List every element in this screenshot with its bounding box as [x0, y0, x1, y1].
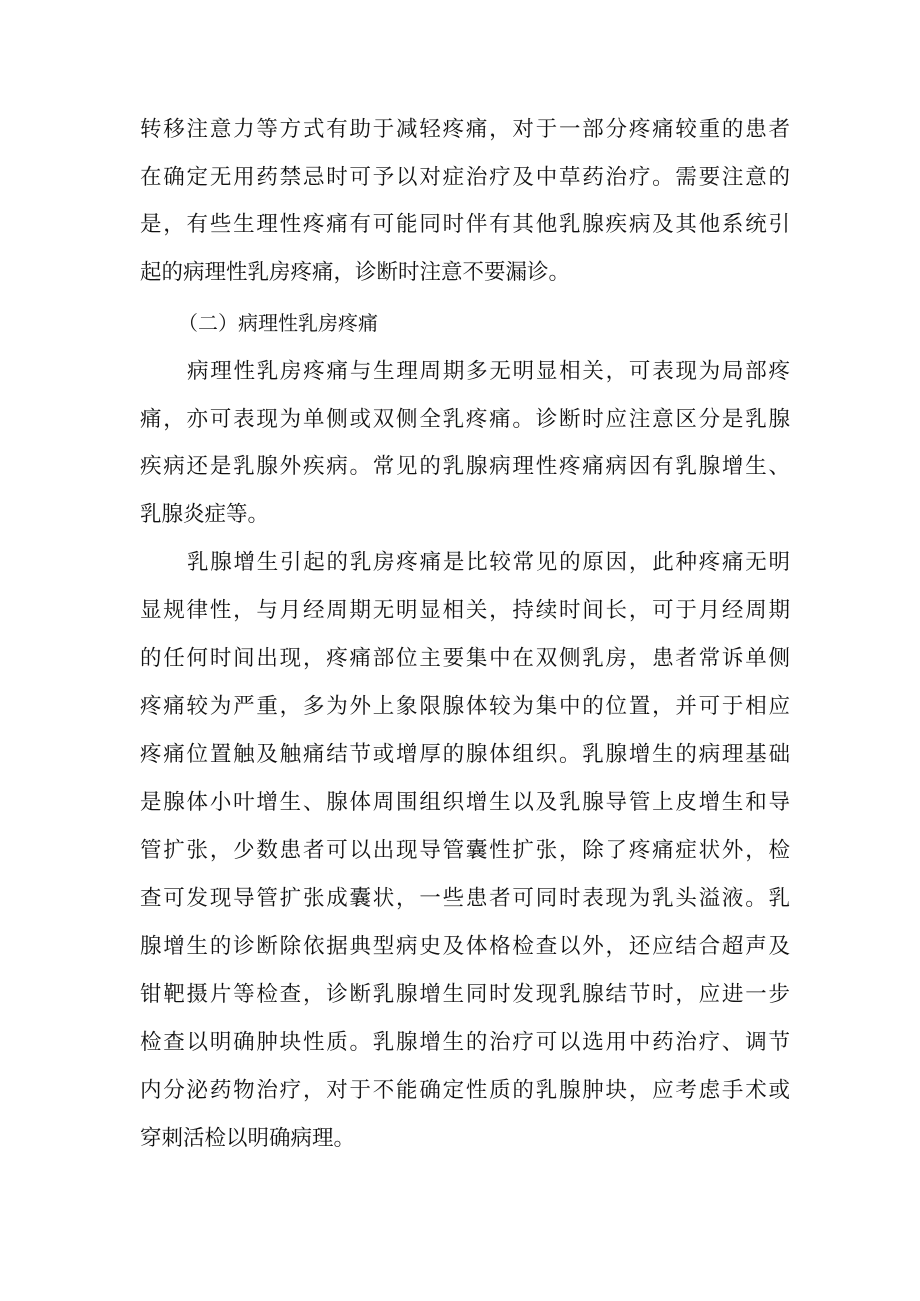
text-line: 查可发现导管扩张成囊状，一些患者可同时表现为乳头溢液。乳 [140, 886, 790, 911]
text-line: 病理性乳房疼痛与生理周期多无明显相关，可表现为局部疼 [187, 359, 790, 384]
text-line: 痛，亦可表现为单侧或双侧全乳疼痛。诊断时应注意区分是乳腺 [140, 407, 790, 432]
text-line: 疼痛较为严重，多为外上象限腺体较为集中的位置，并可于相应 [140, 694, 790, 719]
text-line: 内分泌药物治疗，对于不能确定性质的乳腺肿块，应考虑手术或 [140, 1078, 790, 1103]
text-line: 在确定无用药禁忌时可予以对症治疗及中草药治疗。需要注意的 [140, 165, 790, 190]
text-line: 显规律性，与月经周期无明显相关，持续时间长，可于月经周期 [140, 598, 790, 623]
section-heading: （二）病理性乳房疼痛 [178, 311, 378, 335]
text-line: 的任何时间出现，疼痛部位主要集中在双侧乳房，患者常诉单侧 [140, 646, 790, 671]
text-line: 起的病理性乳房疼痛，诊断时注意不要漏诊。 [140, 260, 571, 285]
text-line: 管扩张，少数患者可以出现导管囊性扩张，除了疼痛症状外，检 [140, 838, 790, 863]
text-line: 疼痛位置触及触痛结节或增厚的腺体组织。乳腺增生的病理基础 [140, 742, 790, 767]
text-line: 疾病还是乳腺外疾病。常见的乳腺病理性疼痛病因有乳腺增生、 [140, 454, 790, 479]
text-line: 是腺体小叶增生、腺体周围组织增生以及乳腺导管上皮增生和导 [140, 790, 790, 815]
text-line: 乳腺增生引起的乳房疼痛是比较常见的原因，此种疼痛无明 [187, 550, 790, 575]
text-line: 乳腺炎症等。 [140, 502, 270, 527]
text-line: 检查以明确肿块性质。乳腺增生的治疗可以选用中药治疗、调节 [140, 1030, 790, 1055]
text-line: 钳靶摄片等检查，诊断乳腺增生同时发现乳腺结节时，应进一步 [140, 982, 790, 1007]
text-line: 是，有些生理性疼痛有可能同时伴有其他乳腺疾病及其他系统引 [140, 212, 790, 237]
text-line: 转移注意力等方式有助于减轻疼痛，对于一部分疼痛较重的患者 [140, 117, 790, 142]
text-line: 腺增生的诊断除依据典型病史及体格检查以外，还应结合超声及 [140, 934, 790, 959]
text-line: 穿刺活检以明确病理。 [140, 1126, 356, 1151]
